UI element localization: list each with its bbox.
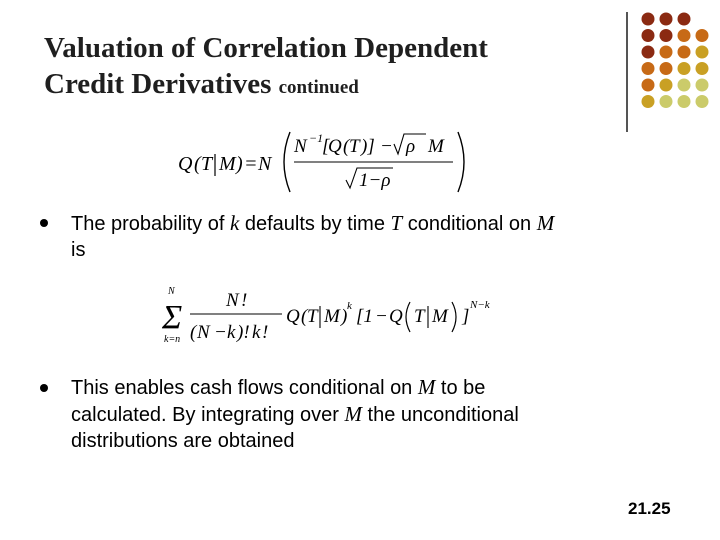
decorative-dot	[696, 62, 709, 75]
slide-title	[44, 30, 488, 106]
svg-text:=: =	[244, 153, 258, 175]
svg-text:N: N	[294, 136, 307, 157]
title-line-2-main: Credit Derivatives	[44, 68, 272, 100]
decorative-dot	[660, 29, 673, 42]
bullet-1-mid1: defaults by time	[239, 213, 391, 235]
bullet-1-line-1	[71, 210, 631, 237]
title-line-2	[44, 66, 488, 106]
decorative-dot	[696, 29, 709, 42]
svg-text:k: k	[347, 300, 352, 312]
decorative-dot	[678, 13, 691, 26]
decorative-dot	[678, 95, 691, 108]
svg-text:Q: Q	[286, 306, 300, 327]
title-line-1: Valuation of Correlation Dependent	[44, 32, 488, 64]
svg-text:−: −	[375, 306, 388, 327]
svg-text:Q: Q	[389, 306, 403, 327]
svg-text:Q: Q	[178, 153, 193, 175]
bullet-1-mid2: conditional on	[402, 213, 537, 235]
svg-text:)]: )]	[361, 136, 375, 157]
svg-text:−: −	[214, 322, 227, 343]
bullet-2-line-2	[71, 401, 631, 428]
svg-text:!: !	[262, 322, 269, 343]
svg-text:−: −	[380, 136, 393, 157]
bullet-2-line-2-post: the unconditional	[362, 404, 519, 426]
decorative-dot	[660, 79, 673, 92]
svg-text:)!: )!	[237, 322, 250, 343]
decorative-dot	[642, 95, 655, 108]
decorative-dot	[642, 46, 655, 59]
svg-text:[1: [1	[356, 306, 373, 327]
var-m-3: M	[344, 402, 362, 426]
decorative-dot	[642, 13, 655, 26]
decorative-dot	[642, 62, 655, 75]
var-t: T	[390, 211, 403, 235]
svg-text:Σ: Σ	[162, 299, 183, 336]
svg-text:M: M	[432, 306, 448, 327]
title-continued: continued	[278, 77, 359, 98]
bullet-1-pre: The probability of	[71, 213, 230, 235]
svg-text:k=n: k=n	[164, 334, 181, 345]
bullet-1-marker	[40, 219, 48, 227]
svg-text:N: N	[258, 153, 272, 175]
svg-text:k: k	[252, 322, 261, 343]
svg-text:N: N	[168, 286, 175, 297]
svg-text:T: T	[201, 153, 213, 175]
formula-q-t-given-m	[178, 128, 478, 196]
svg-text:(: (	[194, 153, 201, 175]
var-m: M	[536, 211, 555, 235]
svg-text:(: (	[301, 306, 308, 327]
svg-text:(: (	[190, 322, 197, 343]
svg-text:[: [	[322, 136, 330, 157]
bullet-2-pre: This enables cash flows conditional on	[71, 377, 418, 399]
decorative-dot	[660, 62, 673, 75]
bullet-2-marker	[40, 384, 48, 392]
decorative-dot	[678, 62, 691, 75]
decorative-dot	[696, 46, 709, 59]
bullet-2-line-1	[71, 374, 631, 401]
bullet-1-text	[71, 210, 631, 263]
svg-text:Q: Q	[328, 136, 342, 157]
svg-text:N: N	[197, 322, 210, 343]
decorative-dot	[642, 79, 655, 92]
decorative-dot-grid	[640, 12, 716, 112]
svg-text:ρ: ρ	[406, 136, 416, 157]
svg-text:k: k	[227, 322, 236, 343]
formula-probability-k-defaults	[160, 282, 500, 350]
decorative-dot	[696, 95, 709, 108]
bullet-2-post: to be	[435, 377, 486, 399]
bullet-2-line-3: distributions are obtained	[71, 430, 295, 452]
bullet-2-line-2-pre: calculated. By integrating over	[71, 404, 345, 426]
svg-text:M: M	[324, 306, 340, 327]
svg-text:]: ]	[462, 306, 470, 327]
svg-text:!: !	[241, 290, 248, 311]
decorative-dot	[678, 29, 691, 42]
svg-text:T: T	[349, 136, 360, 157]
svg-text:(: (	[343, 136, 350, 157]
svg-text:T: T	[414, 306, 425, 327]
svg-text:1−ρ: 1−ρ	[359, 170, 391, 191]
decorative-dot	[678, 46, 691, 59]
decorative-dot	[660, 13, 673, 26]
bullet-2-text	[71, 374, 631, 454]
bullet-1-line-2: is	[71, 239, 86, 261]
svg-text:M: M	[219, 153, 236, 175]
slide-number: 21.25	[628, 499, 671, 518]
svg-text:M: M	[428, 136, 444, 157]
decorative-dot	[660, 46, 673, 59]
svg-text:): )	[341, 306, 348, 327]
svg-text:N−k: N−k	[470, 299, 490, 311]
var-m-2: M	[417, 375, 436, 399]
decorative-dot	[678, 79, 691, 92]
decorative-dot	[696, 79, 709, 92]
svg-text:T: T	[307, 306, 318, 327]
decorative-divider	[626, 12, 628, 132]
svg-text:−1: −1	[309, 131, 324, 145]
decorative-dot	[642, 29, 655, 42]
svg-text:): )	[236, 153, 243, 175]
svg-text:N: N	[226, 290, 239, 311]
var-k: k	[229, 211, 240, 235]
decorative-dot	[660, 95, 673, 108]
